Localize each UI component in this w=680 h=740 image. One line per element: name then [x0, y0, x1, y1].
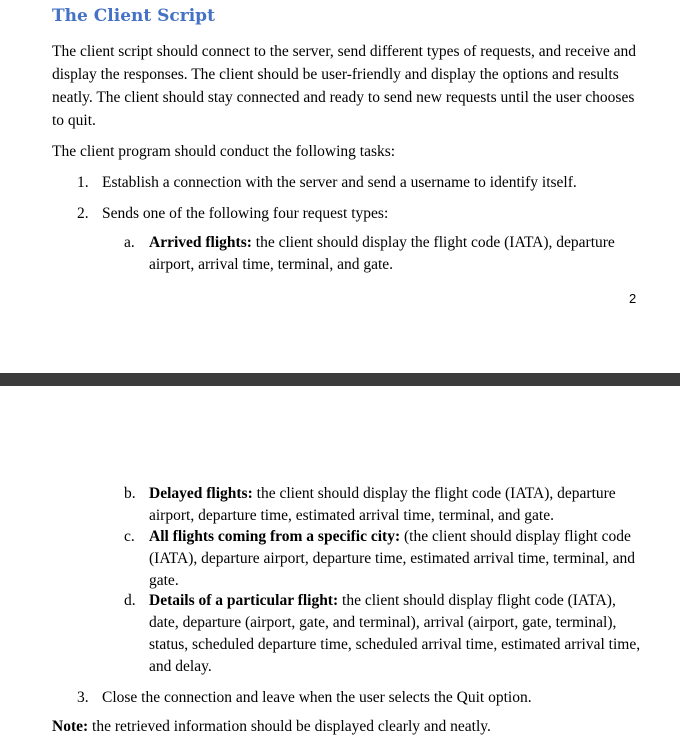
request-body: [149, 590, 644, 678]
request-letter: a.: [124, 234, 135, 251]
request-letter: c.: [124, 528, 135, 545]
request-text: the client should display flight code (IATA), date, departure (airport, gate, and terminal), arrival (airport, gate, terminal), status, scheduled departure time, scheduled arrival time, estimated arrival time, and delay.: [149, 592, 641, 675]
request-body: [149, 483, 644, 527]
task-text: Sends one of the following four request types:: [102, 205, 389, 222]
request-text: (the client should display flight code (IATA), departure airport, departure time, estimated arrival time, terminal, and gate.: [149, 528, 635, 589]
request-body: [149, 232, 644, 276]
request-label: All flights coming from a specific city:: [149, 528, 401, 545]
task-text: Close the connection and leave when the user selects the Quit option.: [102, 689, 532, 706]
request-label: Details of a particular flight:: [149, 592, 339, 609]
request-letter: b.: [124, 485, 136, 502]
note-label: Note:: [52, 718, 89, 735]
tasks-intro: The client program should conduct the following tasks:: [52, 143, 396, 160]
section-heading: The Client Script: [52, 6, 215, 26]
request-text: the client should display the flight code (IATA), departure airport, arrival time, terminal, and gate.: [149, 234, 615, 273]
task-text: Establish a connection with the server and send a username to identify itself.: [102, 174, 577, 191]
task-number: 1.: [77, 174, 89, 191]
request-label: Arrived flights:: [149, 234, 252, 251]
request-body: [149, 526, 644, 592]
intro-paragraph: The client script should connect to the server, send different types of requests, and receive and display the responses. The client should be user-friendly and display the options and results neatly. The client should stay connected and ready to send new requests until the user chooses to quit.: [52, 43, 637, 129]
note: [52, 716, 491, 738]
task-number: 2.: [77, 205, 89, 222]
task-number: 3.: [77, 689, 89, 706]
request-letter: d.: [124, 592, 136, 609]
page-number: 2: [629, 291, 637, 306]
request-text: the client should display the flight code (IATA), departure airport, departure time, estimated arrival time, terminal, and gate.: [149, 485, 616, 524]
request-label: Delayed flights:: [149, 485, 253, 502]
page-separator: [0, 373, 680, 386]
note-text: the retrieved information should be displayed clearly and neatly.: [88, 718, 491, 735]
